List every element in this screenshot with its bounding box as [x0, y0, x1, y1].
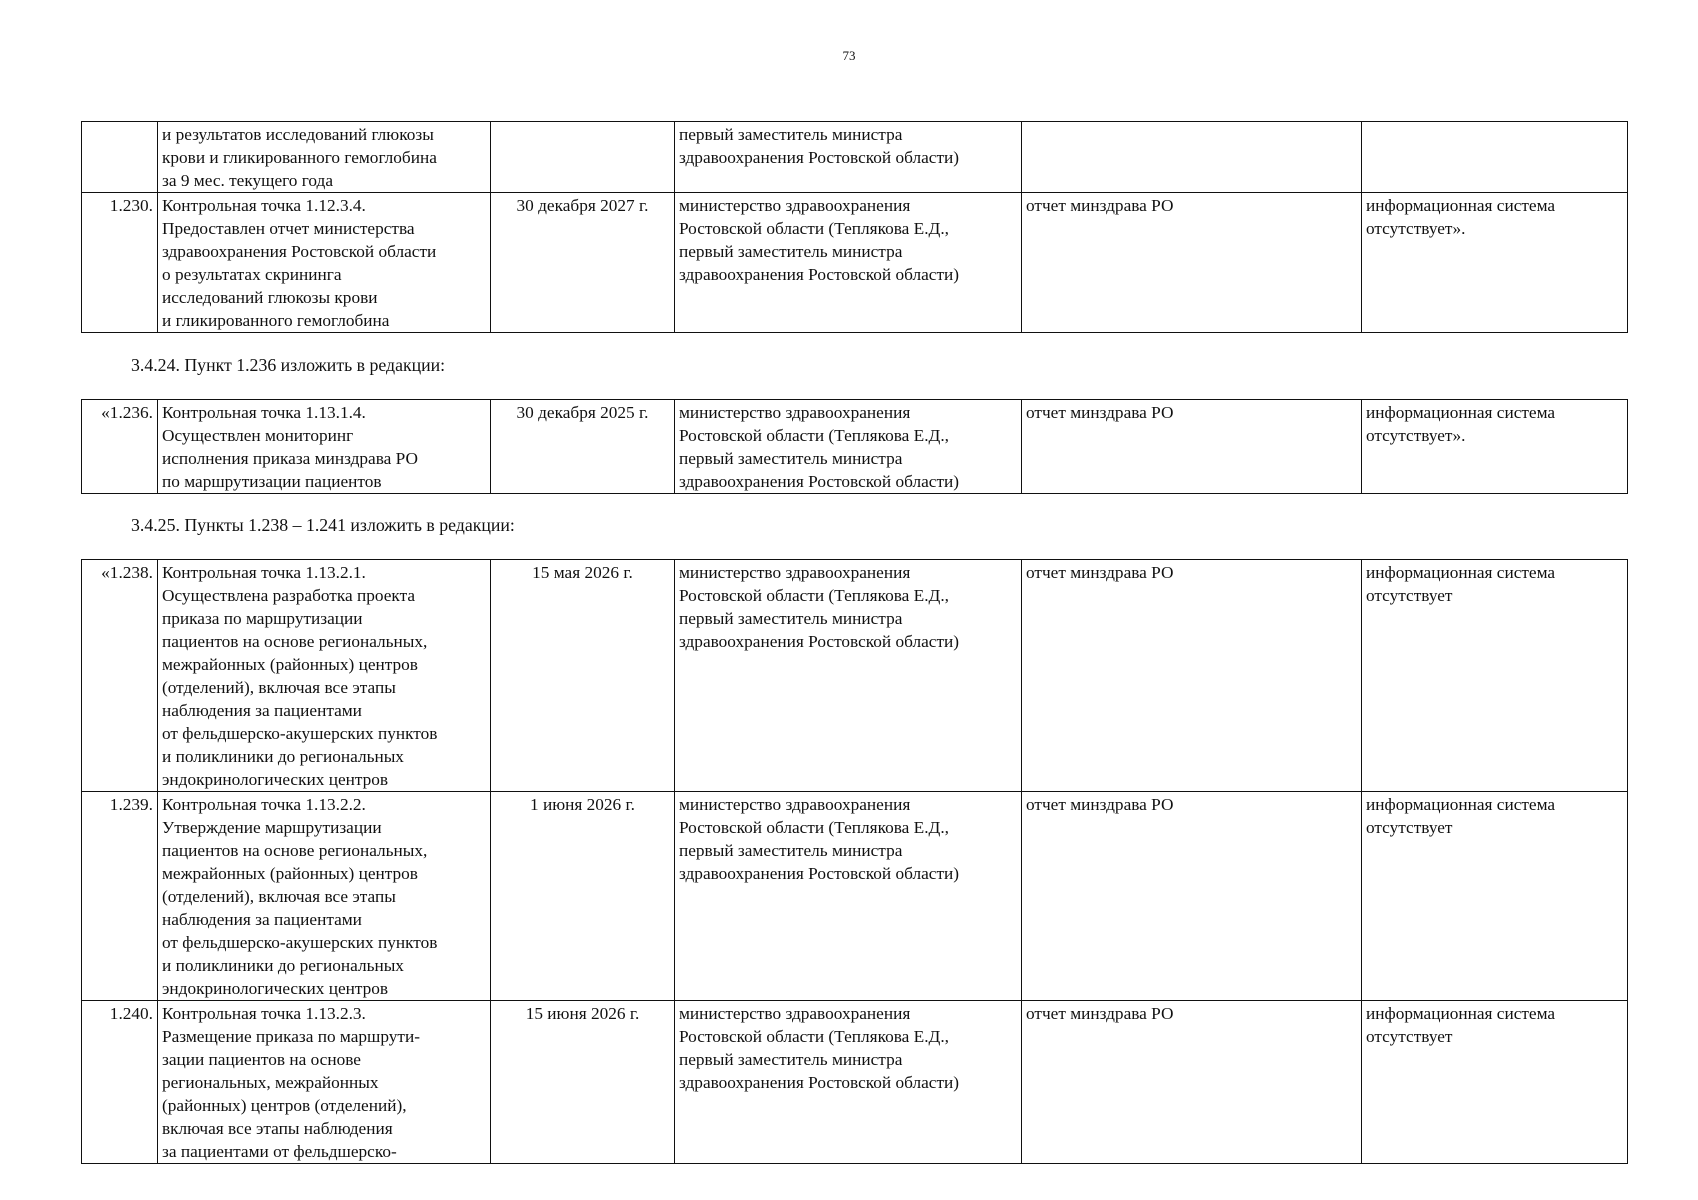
table-row — [82, 792, 1628, 1001]
cell-text-line: и поликлиники до региональных — [162, 747, 404, 766]
cell-text-line: здравоохранения Ростовской области) — [679, 864, 960, 883]
cell-text-line: здравоохранения Ростовской области) — [679, 265, 960, 284]
amendment-paragraph-3-4-24: 3.4.24. Пункт 1.236 изложить в редакции: — [131, 355, 446, 375]
document-cell — [1022, 560, 1362, 792]
info-system-cell — [1362, 560, 1628, 792]
cell-text-line: отсутствует — [1366, 1027, 1453, 1046]
table-body — [82, 400, 1628, 494]
info-system-cell — [1362, 1001, 1628, 1164]
deadline-cell — [491, 122, 675, 193]
responsible-cell — [675, 560, 1022, 792]
cell-text-line: региональных, межрайонных — [162, 1073, 379, 1092]
cell-text: отчет минздрава РО — [1026, 196, 1174, 215]
cell-text-line: исполнения приказа минздрава РО — [162, 449, 418, 468]
document-cell — [1022, 400, 1362, 494]
cell-text-line: первый заместитель министра — [679, 449, 903, 468]
cell-text: 1.230. — [109, 196, 153, 215]
cell-text-line: министерство здравоохранения — [679, 795, 911, 814]
cell-text-line: Контрольная точка 1.13.2.1. — [162, 563, 366, 582]
table-measures-part-2 — [81, 399, 1628, 494]
deadline-cell — [491, 792, 675, 1001]
cell-text-line: министерство здравоохранения — [679, 196, 911, 215]
control-point-cell — [158, 400, 491, 494]
control-point-cell — [158, 1001, 491, 1164]
cell-text-line: (отделений), включая все этапы — [162, 887, 396, 906]
cell-text-line: пациентов на основе региональных, — [162, 841, 428, 860]
cell-text-line: Контрольная точка 1.13.2.2. — [162, 795, 366, 814]
table-row — [82, 193, 1628, 333]
table-row — [82, 400, 1628, 494]
cell-text-line: здравоохранения Ростовской области) — [679, 472, 960, 491]
info-system-cell — [1362, 193, 1628, 333]
cell-text-line: здравоохранения Ростовской области) — [679, 632, 960, 651]
cell-text-line: приказа по маршрутизации — [162, 609, 363, 628]
cell-text-line: Утверждение маршрутизации — [162, 818, 382, 837]
cell-text-line: информационная система — [1366, 1004, 1556, 1023]
deadline-cell — [491, 560, 675, 792]
cell-text-line: (районных) центров (отделений), — [162, 1096, 407, 1115]
cell-text-line: Размещение приказа по маршрути- — [162, 1027, 420, 1046]
cell-text-line: первый заместитель министра — [679, 1050, 903, 1069]
document-cell — [1022, 193, 1362, 333]
cell-text-line: отсутствует». — [1366, 426, 1466, 445]
cell-text: «1.238. — [101, 563, 153, 582]
cell-text-line: информационная система — [1366, 196, 1556, 215]
cell-text-line: зации пациентов на основе — [162, 1050, 361, 1069]
responsible-cell — [675, 193, 1022, 333]
document-cell — [1022, 122, 1362, 193]
cell-text-line: министерство здравоохранения — [679, 403, 911, 422]
deadline-cell — [491, 1001, 675, 1164]
cell-text: отчет минздрава РО — [1026, 403, 1174, 422]
cell-text-line: межрайонных (районных) центров — [162, 864, 418, 883]
cell-text-line: Ростовской области (Теплякова Е.Д., — [679, 1027, 949, 1046]
cell-text-line: межрайонных (районных) центров — [162, 655, 418, 674]
cell-text-line: здравоохранения Ростовской области — [162, 242, 437, 261]
cell-text-line: первый заместитель министра — [679, 841, 903, 860]
info-system-cell — [1362, 792, 1628, 1001]
row-number-cell — [82, 560, 158, 792]
table-measures-part-3 — [81, 559, 1628, 1164]
responsible-cell — [675, 792, 1022, 1001]
cell-text-line: эндокринологических центров — [162, 770, 389, 789]
cell-text-line: исследований глюкозы крови — [162, 288, 378, 307]
table-row — [82, 1001, 1628, 1164]
cell-text-line: министерство здравоохранения — [679, 1004, 911, 1023]
cell-text-line: Ростовской области (Теплякова Е.Д., — [679, 586, 949, 605]
cell-text: 30 декабря 2025 г. — [516, 403, 649, 422]
deadline-cell — [491, 193, 675, 333]
table-row — [82, 560, 1628, 792]
cell-text-line: информационная система — [1366, 563, 1556, 582]
cell-text-line: о результатах скрининга — [162, 265, 342, 284]
amendment-paragraph-3-4-25: 3.4.25. Пункты 1.238 – 1.241 изложить в редакции: — [131, 515, 515, 535]
cell-text-line: информационная система — [1366, 403, 1556, 422]
responsible-cell — [675, 122, 1022, 193]
cell-text-line: отсутствует». — [1366, 219, 1466, 238]
deadline-cell — [491, 400, 675, 494]
cell-text-line: от фельдшерско-акушерских пунктов — [162, 724, 438, 743]
cell-text-line: Осуществлена разработка проекта — [162, 586, 415, 605]
cell-text-line: Предоставлен отчет министерства — [162, 219, 415, 238]
cell-text: 1.239. — [109, 795, 153, 814]
cell-text-line: Ростовской области (Теплякова Е.Д., — [679, 426, 949, 445]
cell-text-line: здравоохранения Ростовской области) — [679, 1073, 960, 1092]
cell-text-line: наблюдения за пациентами — [162, 701, 362, 720]
cell-text-line: первый заместитель министра — [679, 242, 903, 261]
document-cell — [1022, 1001, 1362, 1164]
row-number-cell — [82, 193, 158, 333]
control-point-cell — [158, 792, 491, 1001]
document-cell — [1022, 792, 1362, 1001]
cell-text-line: отсутствует — [1366, 586, 1453, 605]
cell-text-line: эндокринологических центров — [162, 979, 389, 998]
cell-text-line: Ростовской области (Теплякова Е.Д., — [679, 219, 949, 238]
cell-text-line: за 9 мес. текущего года — [162, 171, 333, 190]
cell-text: 1.240. — [109, 1004, 153, 1023]
cell-text: «1.236. — [101, 403, 153, 422]
cell-text: отчет минздрава РО — [1026, 563, 1174, 582]
cell-text-line: здравоохранения Ростовской области) — [679, 148, 960, 167]
responsible-cell — [675, 400, 1022, 494]
info-system-cell — [1362, 400, 1628, 494]
cell-text-line: за пациентами от фельдшерско- — [162, 1142, 397, 1161]
cell-text-line: и результатов исследований глюкозы — [162, 125, 434, 144]
row-number-cell — [82, 400, 158, 494]
row-number-cell — [82, 792, 158, 1001]
cell-text-line: Контрольная точка 1.13.1.4. — [162, 403, 366, 422]
cell-text-line: наблюдения за пациентами — [162, 910, 362, 929]
cell-text-line: по маршрутизации пациентов — [162, 472, 382, 491]
cell-text: отчет минздрава РО — [1026, 795, 1174, 814]
cell-text-line: пациентов на основе региональных, — [162, 632, 428, 651]
cell-text-line: (отделений), включая все этапы — [162, 678, 396, 697]
cell-text: 15 июня 2026 г. — [525, 1004, 640, 1023]
cell-text-line: крови и гликированного гемоглобина — [162, 148, 437, 167]
control-point-cell — [158, 193, 491, 333]
page-number: 73 — [842, 48, 856, 63]
cell-text-line: первый заместитель министра — [679, 125, 903, 144]
cell-text: 30 декабря 2027 г. — [516, 196, 649, 215]
cell-text-line: Контрольная точка 1.13.2.3. — [162, 1004, 366, 1023]
info-system-cell — [1362, 122, 1628, 193]
cell-text: отчет минздрава РО — [1026, 1004, 1174, 1023]
control-point-cell — [158, 122, 491, 193]
cell-text-line: первый заместитель министра — [679, 609, 903, 628]
cell-text-line: Контрольная точка 1.12.3.4. — [162, 196, 366, 215]
cell-text-line: от фельдшерско-акушерских пунктов — [162, 933, 438, 952]
cell-text-line: информационная система — [1366, 795, 1556, 814]
cell-text-line: и гликированного гемоглобина — [162, 311, 390, 330]
cell-text-line: включая все этапы наблюдения — [162, 1119, 393, 1138]
cell-text-line: отсутствует — [1366, 818, 1453, 837]
table-row — [82, 122, 1628, 193]
cell-text-line: и поликлиники до региональных — [162, 956, 404, 975]
row-number-cell — [82, 122, 158, 193]
cell-text-line: министерство здравоохранения — [679, 563, 911, 582]
responsible-cell — [675, 1001, 1022, 1164]
control-point-cell — [158, 560, 491, 792]
table-body — [82, 122, 1628, 333]
cell-text: 1 июня 2026 г. — [530, 795, 635, 814]
table-body — [82, 560, 1628, 1164]
row-number-cell — [82, 1001, 158, 1164]
cell-text-line: Осуществлен мониторинг — [162, 426, 354, 445]
cell-text-line: Ростовской области (Теплякова Е.Д., — [679, 818, 949, 837]
cell-text: 15 мая 2026 г. — [532, 563, 633, 582]
table-measures-part-1 — [81, 121, 1628, 333]
